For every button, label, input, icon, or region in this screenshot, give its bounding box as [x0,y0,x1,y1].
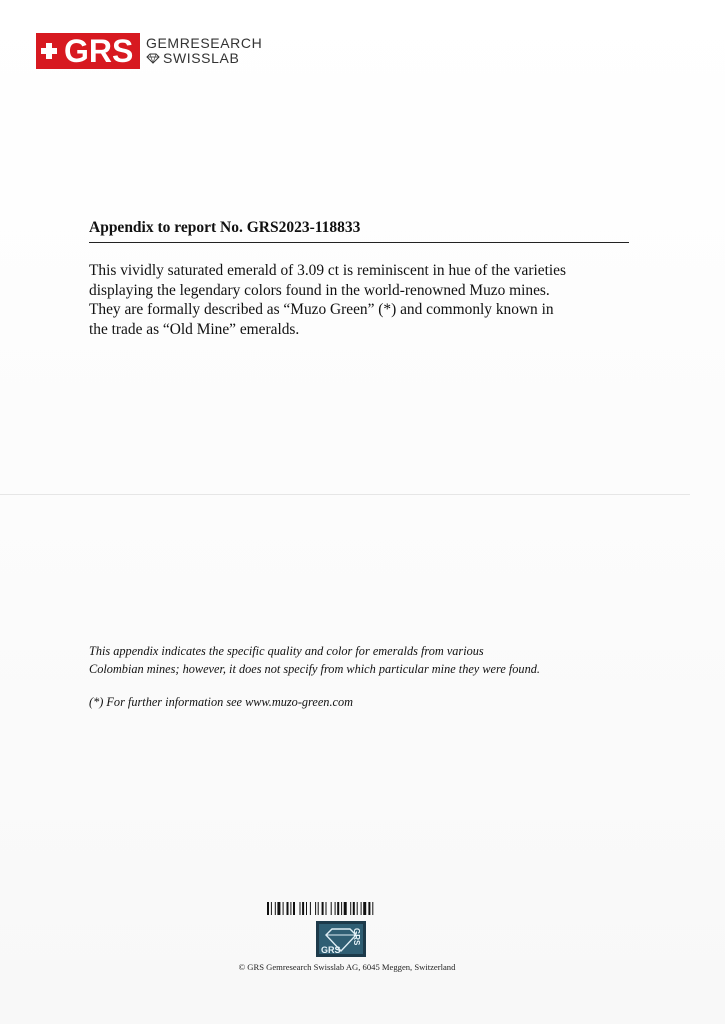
logo-mark: GRS [64,33,134,69]
description-line: displaying the legendary colors found in the world-renowned Muzo mines. [89,281,550,299]
logo-red-box [36,33,140,69]
appendix-heading: Appendix to report No. GRS2023-118833 [89,219,629,243]
description-line: the trade as “Old Mine” emeralds. [89,320,300,338]
description-line: They are formally described as “Muzo Green” (*) and commonly known in [89,301,554,318]
disclaimer-note [89,643,649,678]
logo-wordmark [146,36,262,66]
grs-logo [36,33,262,69]
grs-seal-icon [316,921,366,957]
barcode-icon [267,902,414,915]
logo-line-2: SWISSLAB [163,50,240,66]
diamond-icon [146,53,160,64]
description-line: This vividly saturated emerald of 3.09 ct is reminiscent in hue of the varieties [89,262,566,279]
disclaimer-line: Colombian mines; however, it does not specify from which particular mine they were found. [89,661,540,676]
logo-line-1: GEMRESEARCH [146,35,263,51]
fold-line [0,494,690,495]
footnote: (*) For further information see www.muzo-green.com [89,695,354,709]
footer-copyright: © GRS Gemresearch Swisslab AG, 6045 Meggen, Switzerland [238,962,456,972]
swiss-cross-icon [40,42,58,60]
seal-letters: GRS [321,945,341,955]
seal-letters: GRS [352,928,361,946]
disclaimer-line: This appendix indicates the specific quality and color for emeralds from various [89,644,484,658]
appendix-description [89,261,639,339]
